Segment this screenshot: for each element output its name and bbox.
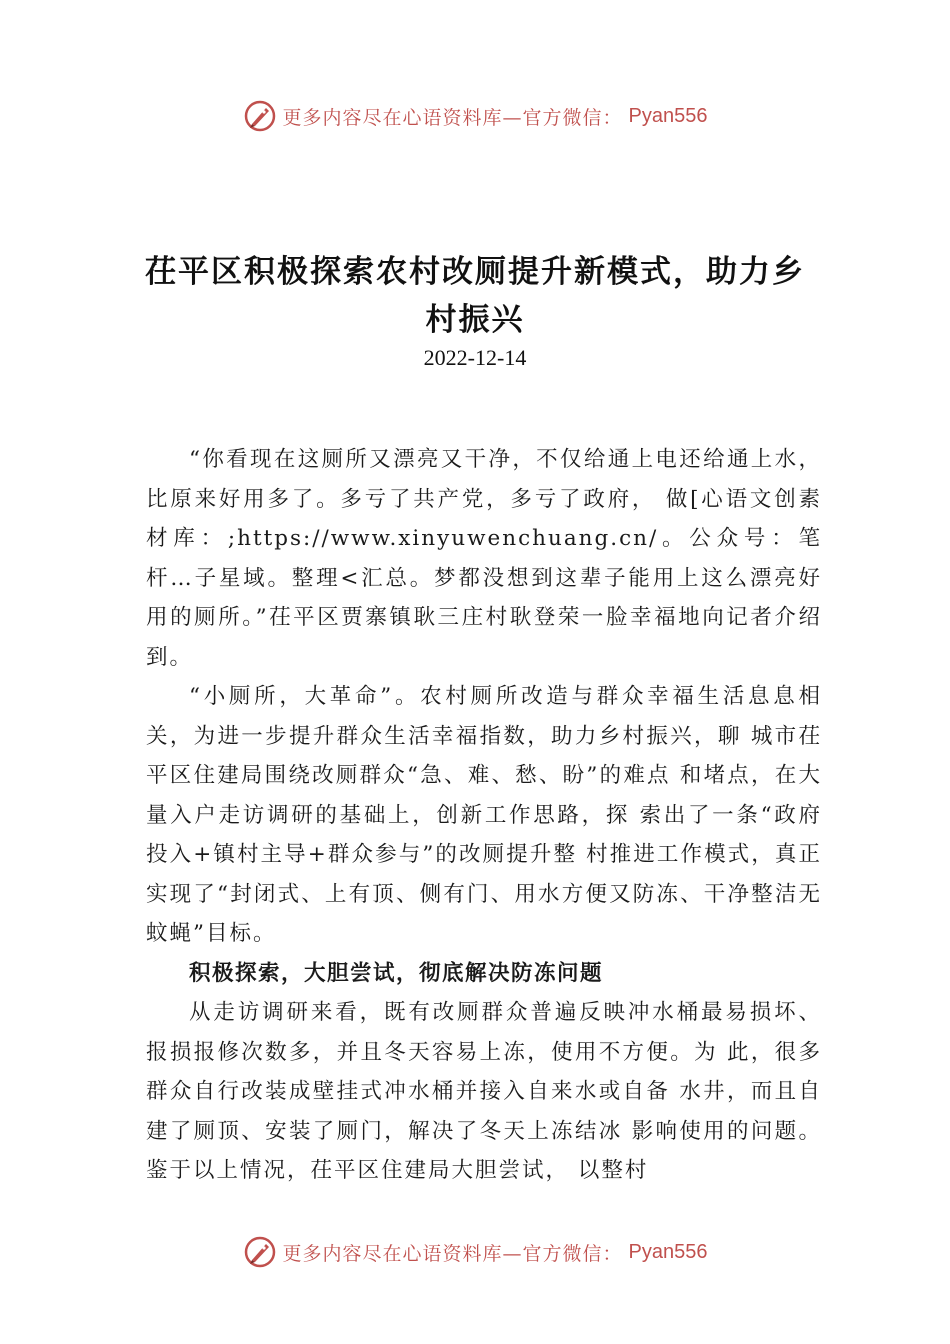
pen-logo-icon (243, 1235, 277, 1269)
article-date: 2022-12-14 (423, 345, 527, 370)
pen-logo-icon (243, 99, 277, 133)
watermark-banner-bottom (0, 1232, 950, 1272)
watermark-wechat-id: Pyan556 (628, 1240, 708, 1263)
paragraph: 从走访调研来看，既有改厕群众普遍反映冲水桶最易损坏、报损报修次数多，并且冬天容易上冻，使用不方便。为 此，很多群众自行改装成壁挂式冲水桶并接入自来水或自备 水井，而且自建了厕顶、安装了厕门，解决了冬天上冻结冰 影响使用的问题。鉴于以上情况，茌平区住建局大胆尝试， 以整村 (146, 1000, 822, 1183)
watermark-wechat-id: Pyan556 (628, 104, 708, 127)
watermark-text: 更多内容尽在心语资料库—官方微信： (282, 106, 623, 129)
paragraph: “你看现在这厕所又漂亮又干净，不仅给通上电还给通上水，比原来好用多了。多亏了共产党，多亏了政府， 做[心语文创素材库：;https://www.xinyuwenchuang.cn/。公众号：笔杆…子星域。整理<汇总。梦都没想到这辈子能用上这么漂亮好用的厕所。”茌平区贾寨镇耿三庄村耿登荣一脸幸福地向记者介绍到。 (146, 447, 822, 670)
watermark-banner-top (0, 96, 950, 136)
watermark-text: 更多内容尽在心语资料库—官方微信： (282, 1242, 623, 1265)
article-body (146, 440, 822, 1191)
article-title: 茌平区积极探索农村改厕提升新模式，助力乡村振兴 (145, 254, 805, 338)
section-heading: 积极探索，大胆尝试，彻底解决防冻问题 (189, 960, 604, 986)
paragraph: “小厕所，大革命”。农村厕所改造与群众幸福生活息息相关，为进一步提升群众生活幸福指数，助力乡村振兴，聊 城市茌平区住建局围绕改厕群众“急、难、愁、盼”的难点 和堵点，在大量入户走访调研的基础上，创新工作思路，探 索出了一条“政府投入+镇村主导+群众参与”的改厕提升整 村推进工作模式，真正实现了“封闭式、上有顶、侧有门、用水方便又防冻、干净整洁无蚊蝇”目标。 (146, 684, 822, 946)
